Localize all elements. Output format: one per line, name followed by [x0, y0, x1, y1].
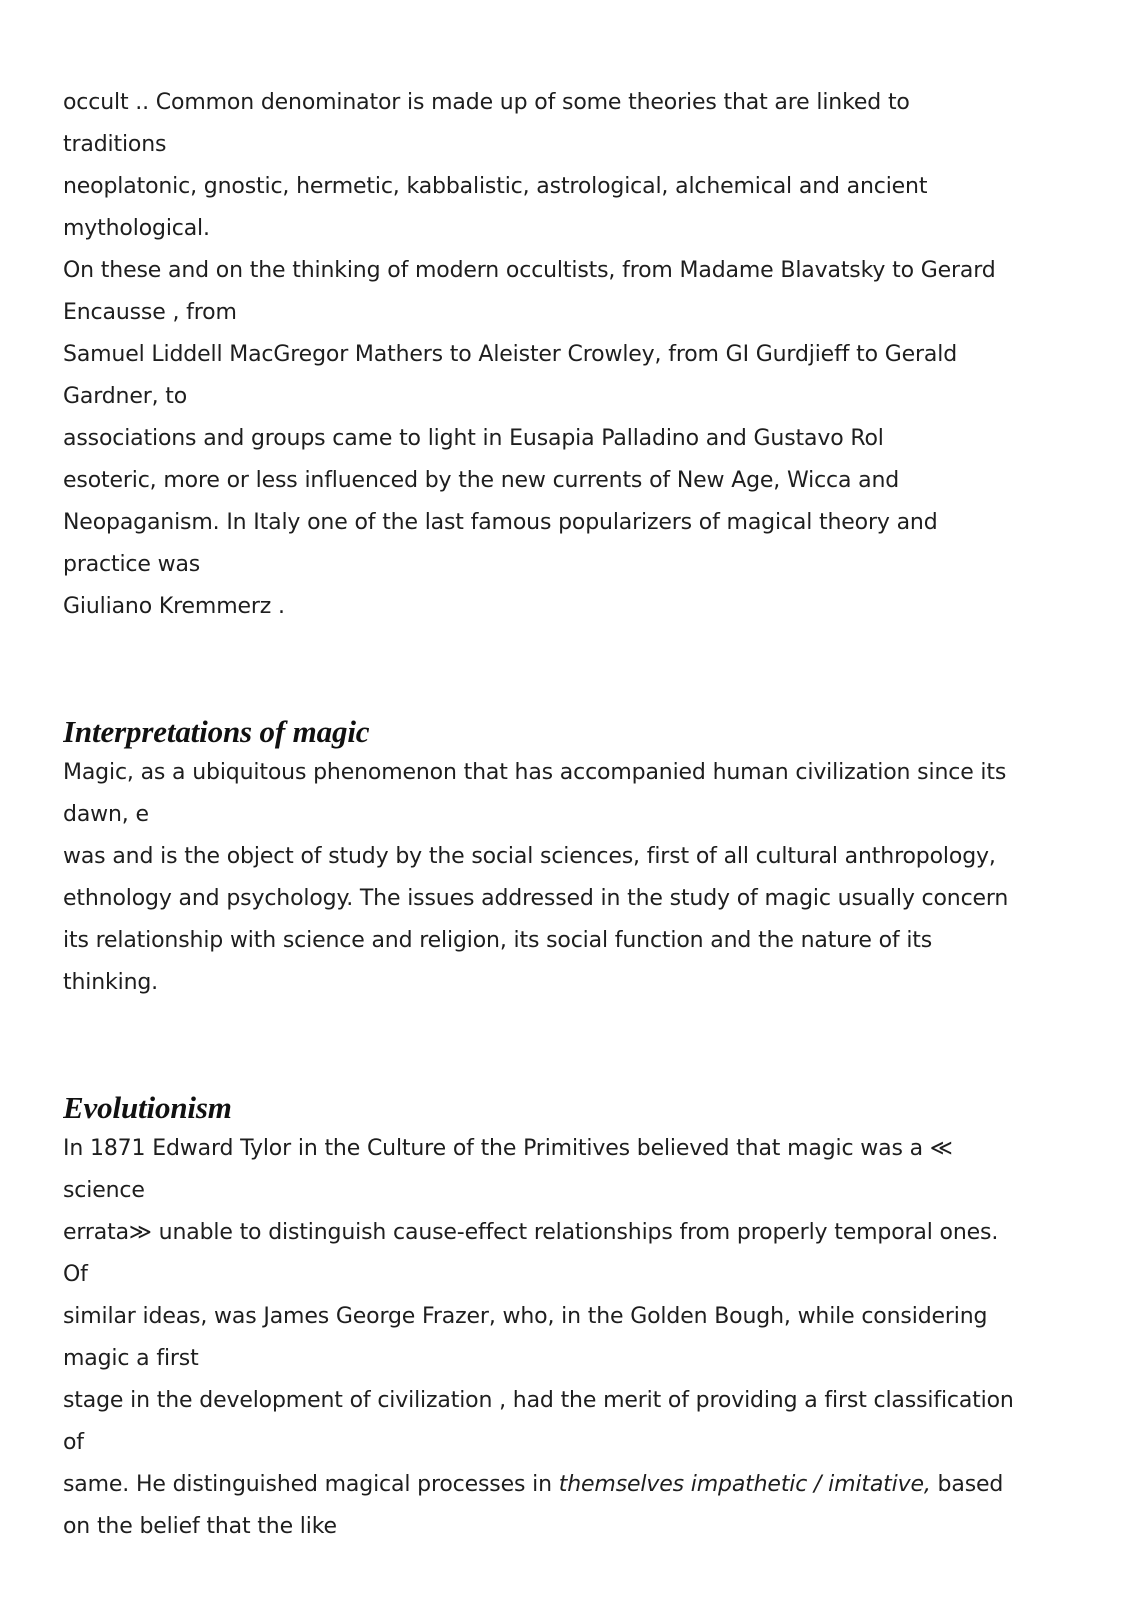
section-heading-evolutionism: Evolutionism	[63, 1090, 232, 1125]
intro-paragraph	[63, 82, 1073, 628]
text-line: Samuel Liddell MacGregor Mathers to Aleister Crowley, from GI Gurdjieff to Gerald	[63, 342, 958, 367]
text-line: Of	[63, 1262, 88, 1287]
text-line: In 1871 Edward Tylor in the Culture of the Primitives believed that magic was a ≪	[63, 1136, 953, 1161]
text-fragment: based	[930, 1472, 1004, 1497]
text-line: traditions	[63, 132, 167, 157]
section-spacer	[63, 628, 1073, 712]
text-line: associations and groups came to light in Eusapia Palladino and Gustavo Rol	[63, 426, 884, 451]
text-line: similar ideas, was James George Frazer, who, in the Golden Bough, while considering	[63, 1304, 988, 1329]
text-line: magic a first	[63, 1346, 199, 1371]
section-heading-interpretations: Interpretations of magic	[63, 714, 370, 749]
text-line: On these and on the thinking of modern occultists, from Madame Blavatsky to Gerard	[63, 258, 996, 283]
text-line: Neopaganism. In Italy one of the last famous popularizers of magical theory and	[63, 510, 938, 535]
text-line-mixed	[63, 1464, 1073, 1506]
text-line: Magic, as a ubiquitous phenomenon that has accompanied human civilization since its	[63, 760, 1007, 785]
text-line: neoplatonic, gnostic, hermetic, kabbalistic, astrological, alchemical and ancient	[63, 174, 928, 199]
text-line: science	[63, 1178, 145, 1203]
text-line: esoteric, more or less influenced by the new currents of New Age, Wicca and	[63, 468, 900, 493]
text-line: its relationship with science and religion, its social function and the nature of its	[63, 928, 933, 953]
text-line: Gardner, to	[63, 384, 188, 409]
text-line: dawn, e	[63, 802, 149, 827]
italic-fragment: themselves impathetic / imitative,	[558, 1472, 931, 1497]
text-line-cut: on the belief that the like	[63, 1514, 337, 1539]
text-line: of	[63, 1430, 84, 1455]
text-line: Encausse , from	[63, 300, 237, 325]
text-line: was and is the object of study by the social sciences, first of all cultural anthropology,	[63, 844, 996, 869]
evolutionism-paragraph	[63, 1128, 1073, 1548]
text-line: practice was	[63, 552, 201, 577]
interpretations-paragraph	[63, 752, 1073, 1004]
document-page	[63, 82, 1073, 1560]
text-line: errata≫ unable to distinguish cause-effect relationships from properly temporal ones.	[63, 1220, 999, 1245]
text-line: thinking.	[63, 970, 159, 995]
text-line: occult .. Common denominator is made up of some theories that are linked to	[63, 90, 910, 115]
text-line: mythological.	[63, 216, 210, 241]
text-line: Giuliano Kremmerz .	[63, 594, 285, 619]
section-spacer	[63, 1004, 1073, 1088]
text-line: ethnology and psychology. The issues addressed in the study of magic usually concern	[63, 886, 1009, 911]
text-fragment: same. He distinguished magical processes in	[63, 1472, 559, 1497]
text-line: stage in the development of civilization , had the merit of providing a first classification	[63, 1388, 1014, 1413]
